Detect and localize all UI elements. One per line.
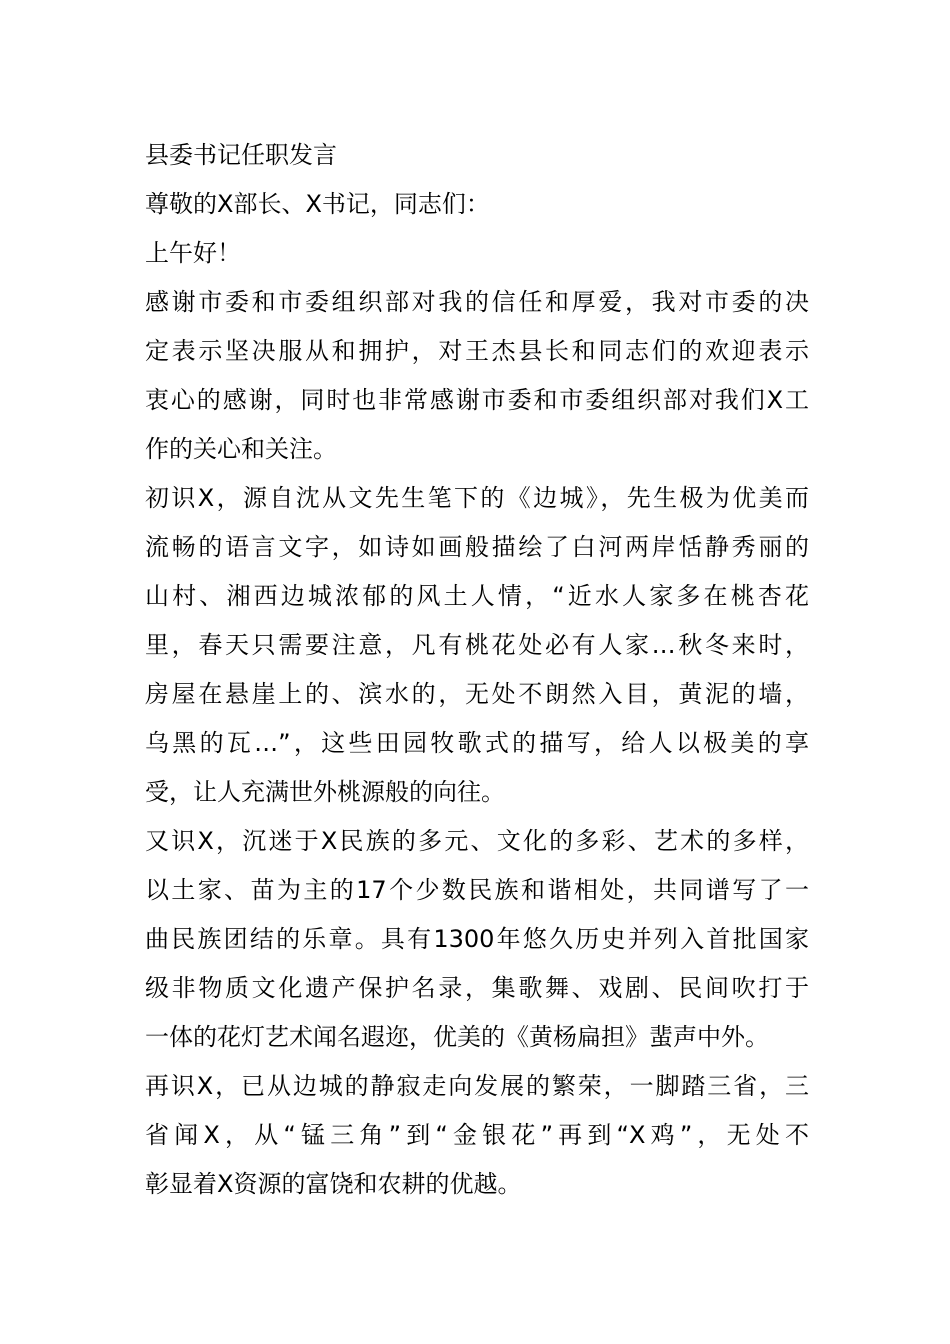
paragraph-line: 一体的花灯艺术闻名遐迩，优美的《黄杨扁担》蜚声中外。 [145, 1023, 769, 1051]
paragraph-line: 流畅的语言文字，如诗如画般描绘了白河两岸恬静秀丽的 [145, 533, 809, 561]
paragraph-second-impression [145, 817, 809, 1062]
paragraph-line: 感谢市委和市委组织部对我的信任和厚爱，我对市委的决 [145, 288, 809, 316]
paragraph-line: 房屋在悬崖上的、滨水的，无处不朗然入目，黄泥的墙， [145, 680, 809, 708]
paragraph-line: 彰显着X资源的富饶和农耕的优越。 [145, 1170, 522, 1198]
paragraph-line: 以土家、苗为主的17个少数民族和谐相处，共同谱写了一 [145, 876, 809, 904]
document-body [145, 131, 809, 1209]
paragraph-line: 作的关心和关注。 [145, 435, 337, 463]
paragraph-line: 又识X，沉迷于X民族的多元、文化的多彩、艺术的多样， [145, 827, 809, 855]
paragraph-first-impression [145, 474, 809, 817]
paragraph-line: 乌黑的瓦…”，这些田园牧歌式的描写，给人以极美的享 [145, 729, 809, 757]
paragraph-line: 里，春天只需要注意，凡有桃花处必有人家…秋冬来时， [145, 631, 809, 659]
paragraph-line: 衷心的感谢，同时也非常感谢市委和市委组织部对我们X工 [145, 386, 809, 414]
paragraph-line: 定表示坚决服从和拥护，对王杰县长和同志们的欢迎表示 [145, 337, 809, 365]
paragraph-line: 省闻X，从“锰三角”到“金银花”再到“X鸡”，无处不 [145, 1121, 809, 1149]
paragraph-thanks [145, 278, 809, 474]
paragraph-line: 再识X，已从边城的静寂走向发展的繁荣，一脚踏三省，三 [145, 1072, 809, 1100]
paragraph-third-impression [145, 1062, 809, 1209]
paragraph-line: 级非物质文化遗产保护名录，集歌舞、戏剧、民间吹打于 [145, 974, 809, 1002]
paragraph-line: 曲民族团结的乐章。具有1300年悠久历史并列入首批国家 [145, 925, 809, 953]
paragraph-line: 初识X，源自沈从文先生笔下的《边城》，先生极为优美而 [145, 484, 809, 512]
paragraph-line: 山村、湘西边城浓郁的风土人情，“近水人家多在桃杏花 [145, 582, 809, 610]
salutation: 尊敬的X部长、X书记，同志们： [145, 190, 490, 218]
document-title: 县委书记任职发言 [145, 141, 337, 169]
greeting: 上午好！ [145, 239, 241, 267]
paragraph-line: 受，让人充满世外桃源般的向往。 [145, 778, 505, 806]
